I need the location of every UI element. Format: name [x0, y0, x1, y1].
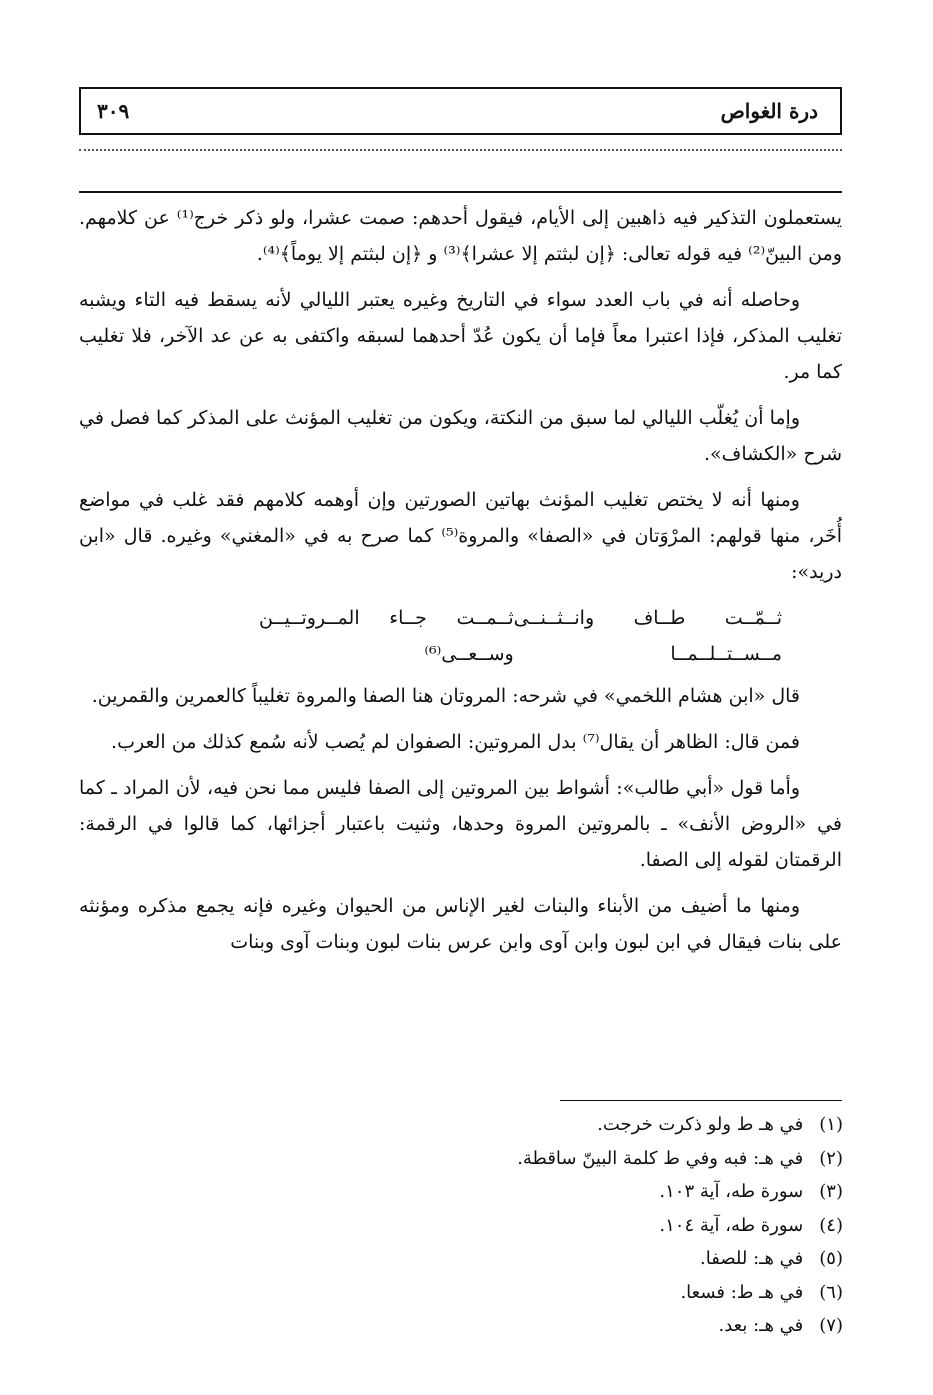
paragraph: وحاصله أنه في باب العدد سواء في التاريخ وغيره يعتبر الليالي لأنه يسقط فيه التاء ويشبه تغليب المذكر، فإذا اعتبرا معاً فإما أن يكون عُدّ أحدهما لسبقه واكتفى به عن عد الآخر، فلا تغليب كما مر. — [79, 289, 842, 383]
footnote — [343, 1242, 843, 1276]
footnote — [343, 1175, 843, 1209]
footnote — [343, 1108, 843, 1142]
footnote-number: (٧) — [819, 1315, 843, 1336]
poem-verse — [79, 600, 842, 672]
page-header — [79, 87, 842, 135]
footnote-number: (٥) — [819, 1248, 843, 1269]
footnote-rule — [560, 1100, 842, 1101]
paragraph: وإما أن يُغلّب الليالي لما سبق من النكتة، ويكون من تغليب المؤنث على المذكر كما فصل في شرح «الكشاف». — [79, 407, 842, 465]
poem-hemistich-left: ثــمــت جــاء المــروتــيــن وســعــى⁽⁶⁾ — [259, 607, 514, 665]
paragraph: وأما قول «أبي طالب»: أشواط بين المروتين إلى الصفا فليس مما نحن فيه، لأن المراد ـ كما في «الروض الأنف» ـ بالمروتين المروة وحدها، وثنيت باعتبار أجزائها، كما قالوا في الرقمة: الرقمتان لقوله إلى الصفا. — [79, 777, 842, 871]
footnote-text: سورة طه، آية ١٠٣. — [659, 1181, 804, 1202]
dotted-separator — [79, 149, 842, 153]
paragraph: فمن قال: الظاهر أن يقال⁽⁷⁾ بدل المروتين: الصفوان لم يُصب لأنه سُمع كذلك من العرب. — [111, 731, 800, 753]
footnote — [343, 1276, 843, 1310]
main-text — [79, 200, 842, 970]
footnote — [343, 1209, 843, 1243]
footnote-number: (٦) — [819, 1281, 843, 1303]
footnote — [343, 1142, 843, 1176]
footnote-text: في هـ: بعد. — [718, 1315, 804, 1336]
footnote — [343, 1309, 843, 1343]
page-number: ٣٠٩ — [97, 99, 130, 123]
paragraph: ومنها أنه لا يختص تغليب المؤنث بهاتين الصورتين وإن أوهمه كلامهم فقد غلب في مواضع أُخَر، منها قولهم: المرْوَتان في «الصفا» والمروة⁽⁵⁾ كما صرح به في «المغني» وغيره. قال «ابن دريد»: — [79, 489, 842, 583]
footnote-number: (١) — [819, 1114, 843, 1135]
paragraph: يستعملون التذكير فيه ذاهبين إلى الأيام، فيقول أحدهم: صمت عشرا، ولو ذكر خرج⁽¹⁾ عن كلامهم. ومن البينّ⁽²⁾ فيه قوله تعالى: ﴿إن لبثتم إلا عشرا﴾⁽³⁾ و ﴿إن لبثتم إلا يوماً﴾⁽⁴⁾. — [79, 207, 842, 265]
running-title: درة الغواص — [720, 99, 818, 123]
footnotes-list — [343, 1108, 843, 1343]
header-rule — [79, 191, 842, 193]
footnote-text: في هـ: للصفا. — [700, 1248, 804, 1269]
footnote-number: (٣) — [819, 1181, 843, 1202]
poem-hemistich-right: ثــمّــت طــاف وانــثــنــى مــســتــلــمــا — [513, 607, 782, 665]
footnote-number: (٤) — [819, 1214, 843, 1236]
footnote-text: في هـ ط ولو ذكرت خرجت. — [597, 1114, 804, 1135]
footnote-text: في هـ: فبه وفي ط كلمة البينّ ساقطة. — [517, 1147, 804, 1169]
paragraph: ومنها ما أضيف من الأبناء والبنات لغير الإناس من الحيوان وغيره فإنه يجمع مذكره ومؤنثه على بنات فيقال في ابن لبون وابن آوى وابن عرس بنات لبون وبنات آوى وبنات — [79, 895, 842, 953]
footnote-text: في هـ ط: فسعا. — [680, 1281, 804, 1303]
footnote-text: سورة طه، آية ١٠٤. — [659, 1214, 804, 1236]
paragraph: قال «ابن هشام اللخمي» في شرحه: المروتان هنا الصفا والمروة تغليباً كالعمرين والقمرين. — [91, 685, 800, 707]
footnote-number: (٢) — [819, 1147, 843, 1169]
